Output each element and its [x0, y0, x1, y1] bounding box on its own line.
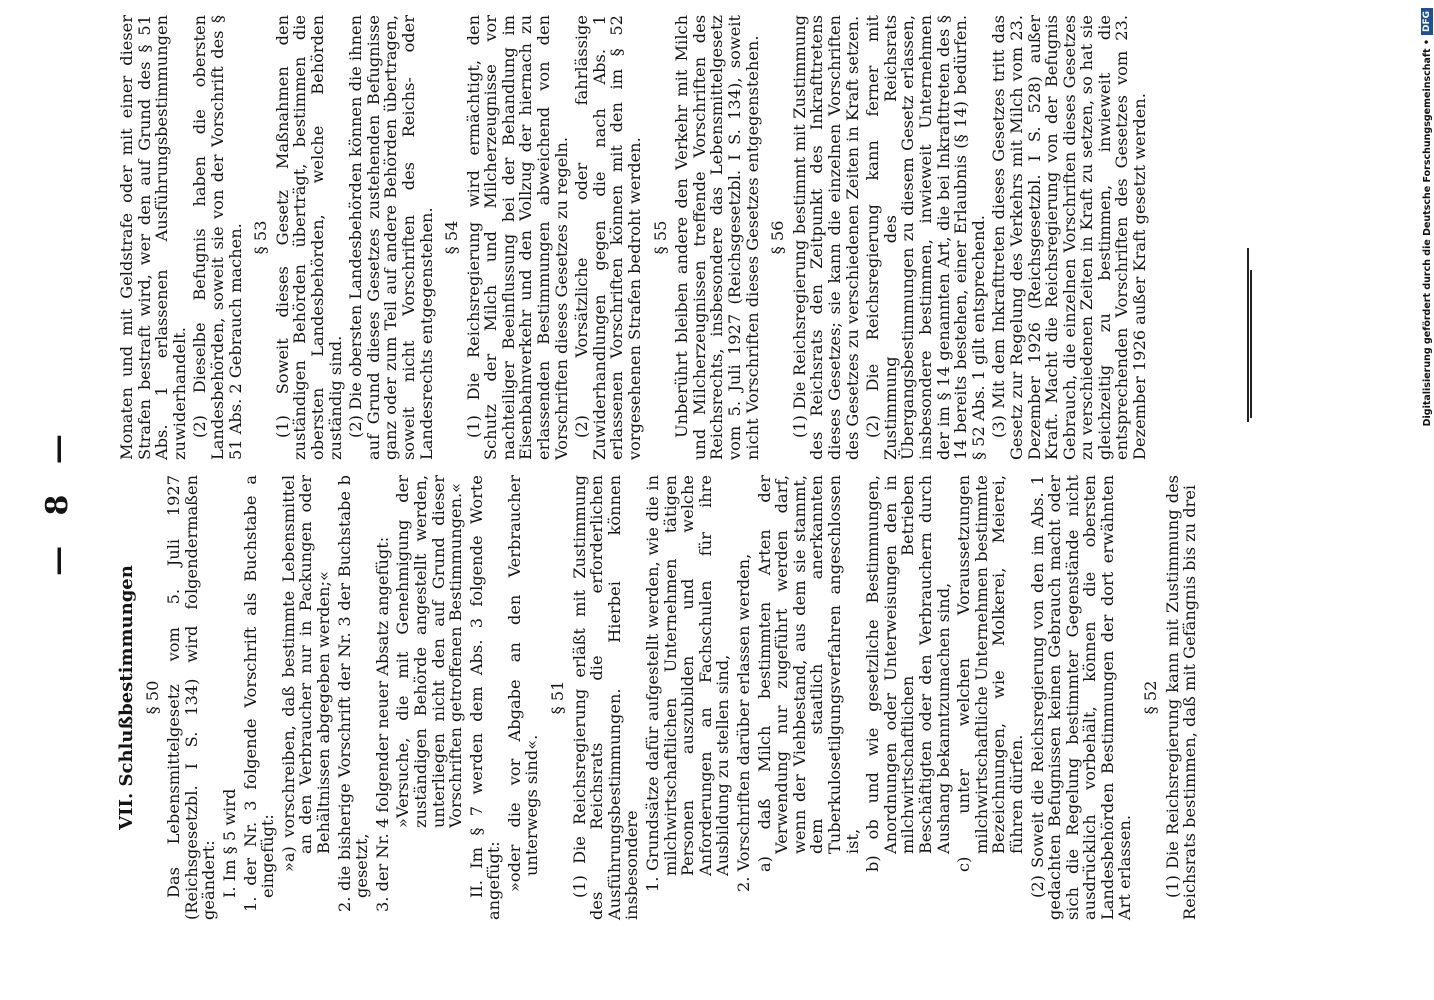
- paragraph: (2) Die Reichsregierung kann ferner mit Zustimmung des Reichsrats Übergangsbestimmungen zu diesem Gesetz erlassen, insbesondere bestimmen, inwieweit Unternehmen der im § 14 genannten Art, die bei Inkrafttreten des § 14 bereits bestehen, einer Erlaubnis (§ 14) bedürfen. § 52 Abs. 1 gilt entsprechend.: [863, 15, 988, 460]
- list-item: 2. Vorschriften darüber erlassen werden,: [734, 553, 753, 892]
- section-title-52: § 52: [1141, 680, 1161, 715]
- divider-left: [1247, 248, 1249, 422]
- section-title-55: § 55: [650, 220, 670, 255]
- left-column: [118, 475, 1202, 920]
- section-title-54: § 54: [442, 220, 462, 255]
- paragraph: (3) Mit dem Inkrafttreten dieses Gesetzes tritt das Gesetz zur Regelung des Verkehrs mit Milch vom 23. Dezember 1926 (Reichsgesetzbl. I S. 528) außer Kraft. Macht die Reichsregierung von der Befugnis Gebrauch, die einzelnen Vorschriften dieses Gesetzes zu verschiedenen Zeiten in Kraft zu setzen, so hat sie gleichzeitig zu bestimmen, inwieweit die entsprechenden Vorschriften des Gesetzes vom 23. Dezember 1926 außer Kraft gesetzt werden.: [989, 15, 1150, 460]
- list-item: »a) vorschreiben, daß bestimmte Lebensmittel an den Verbraucher nur in Packungen oder Behältnissen abgegeben werden;«: [278, 475, 333, 872]
- section-title-50: § 50: [142, 680, 162, 715]
- paragraph: (2) Die obersten Landesbehörden können die ihnen auf Grund dieses Gesetzes zustehenden Befugnisse ganz oder zum Teil auf andere Behörden übertragen, soweit nicht Vorschriften des Reichs- oder Landesrechts entgegenstehen.: [346, 15, 436, 460]
- dfg-logo: DFG: [1421, 8, 1433, 35]
- chapter-heading: VII. Schlußbestimmungen: [116, 565, 137, 830]
- list-item: 1. Grundsätze dafür aufgestellt werden, wie die in milchwirtschaftlichen Unternehmen tätigen Personen auszubilden und welche Anforderungen an Fachschulen für ihre Ausbildung zu stellen sind,: [643, 475, 733, 892]
- right-column: [118, 15, 1152, 460]
- paragraph: II. Im § 7 werden dem Abs. 3 folgende Worte angefügt:: [466, 475, 504, 920]
- paragraph: Unberührt bleiben andere den Verkehr mit Milch und Milcherzeugnissen treffende Vorschriften des Reichsrechts, insbesondere das Lebensmittelgesetz vom 5. Juli 1927 (Reichsgesetzbl. I S. 134), soweit nicht Vorschriften dieses Gesetzes entgegenstehen.: [672, 15, 762, 460]
- paragraph: (1) Die Reichsregierung kann mit Zustimmung des Reichsrats bestimmen, daß mit Gefängnis bis zu drei: [1162, 475, 1200, 920]
- paragraph: (2) Dieselbe Befugnis haben die obersten Landesbehörden, soweit sie von der Vorschrift des § 51 Abs. 2 Gebrauch machen.: [190, 15, 245, 460]
- paragraph: (1) Die Reichsregierung wird ermächtigt, den Schutz der Milch und Milcherzeugnisse vor nachteiliger Beeinflussung bei der Behandlung im Eisenbahnverkehr und den Vollzug der hiernach zu erlassenden Bestimmungen abweichend von den Vorschriften dieses Gesetzes zu regeln.: [463, 15, 571, 460]
- divider-right: [1250, 270, 1252, 418]
- list-item: 3. der Nr. 4 folgender neuer Absatz angefügt:: [372, 536, 392, 912]
- section-title-56: § 56: [768, 220, 788, 255]
- paragraph: (1) Die Reichsregierung bestimmt mit Zustimmung des Reichsrats den Zeitpunkt des Inkrafttretens dieses Gesetzes; sie kann die einzelnen Vorschriften des Gesetzes zu verschiedenen Zeiten in Kraft setzen.: [789, 15, 862, 460]
- paragraph: (1) Soweit dieses Gesetz Maßnahmen den zuständigen Behörden überträgt, bestimmen die obersten Landesbehörden, welche Behörden zuständig sind.: [272, 15, 345, 460]
- paragraph: (2) Vorsätzliche oder fahrlässige Zuwiderhandlungen gegen die nach Abs. 1 erlassenen Vorschriften können mit den im § 52 vorgesehenen Strafen bedroht werden.: [572, 15, 645, 460]
- section-title-51: § 51: [548, 680, 568, 715]
- paragraph: I. Im § 5 wird: [219, 788, 239, 898]
- list-item: 2. die bisherige Vorschrift der Nr. 3 der Buchstabe b gesetzt,: [334, 475, 372, 912]
- paragraph: Das Lebensmittelgesetz vom 5. Juli 1927 (Reichsgesetzbl. I S. 134) wird folgendermaßen geändert:: [164, 475, 219, 920]
- credit-text: Digitalisierung gefördert durch die Deutsche Forschungsgemeinschaft •: [1421, 39, 1433, 427]
- paragraph: Monaten und mit Geldstrafe oder mit einer dieser Strafen bestraft wird, wer den auf Grund des § 51 Abs. 1 erlassenen Ausführungsbestimmungen zuwiderhandelt.: [117, 15, 189, 460]
- section-title-53: § 53: [251, 220, 271, 255]
- paragraph: (2) Soweit die Reichsregierung von den im Abs. 1 gedachten Befugnissen keinen Gebrauch macht oder sich die Regelung bestimmter Gegenstände nicht ausdrücklich vorbehält, können die obersten Landesbehörden Bestimmungen der dort erwähnten Art erlassen.: [1027, 475, 1135, 920]
- paragraph: (1) Die Reichsregierung erläßt mit Zustimmung des Reichsrats die erforderlichen Ausführungsbestimmungen. Hierbei können insbesondere: [569, 475, 642, 920]
- quote: »oder die vor Abgabe an den Verbraucher unterwegs sind«.: [504, 475, 542, 892]
- page-number: — 8 —: [40, 424, 75, 576]
- digitization-credit: [1416, 8, 1434, 427]
- list-item: 1. der Nr. 3 folgende Vorschrift als Buchstabe a eingefügt:: [240, 475, 278, 912]
- list-item: b) ob und wie gesetzliche Bestimmungen, Anordnungen oder Unterweisungen den in milchwirtschaftlichen Betrieben Beschäftigten oder den Verbrauchern durch Aushang bekanntzumachen sind,: [863, 475, 953, 872]
- quote: »Versuche, die mit Genehmigung der zuständigen Behörde angestellt werden, unterliegen nicht den auf Grund dieser Vorschriften getroffenen Bestimmungen.«: [393, 475, 466, 828]
- list-item: a) daß Milch bestimmten Arten der Verwendung nur zugeführt werden darf, wenn der Viehbestand, aus dem sie stammt, dem staatlich anerkannten Tuberkulosetilgungsverfahren angeschlossen ist,: [754, 475, 862, 872]
- list-item: c) unter welchen Voraussetzungen milchwirtschaftliche Unternehmen bestimmte Bezeichnungen, wie Molkerei, Meierei, führen dürfen.: [954, 475, 1026, 872]
